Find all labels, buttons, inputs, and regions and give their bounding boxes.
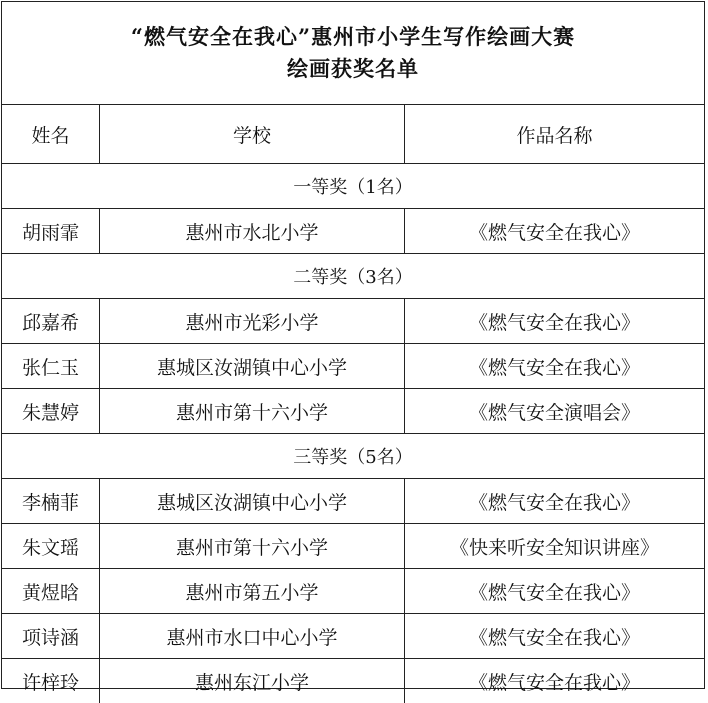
cell-school: 惠州市水北小学	[100, 209, 405, 254]
cell-work: 《燃气安全在我心》	[405, 659, 705, 703]
award-table	[2, 105, 704, 703]
table-header-row	[2, 105, 704, 164]
cell-work: 《燃气安全在我心》	[405, 569, 705, 614]
cell-name: 项诗涵	[2, 614, 100, 659]
table-row	[2, 344, 704, 389]
cell-school: 惠城区汝湖镇中心小学	[100, 344, 405, 389]
table-row	[2, 614, 704, 659]
header-school: 学校	[100, 105, 405, 164]
cell-name: 李楠菲	[2, 479, 100, 524]
table-row	[2, 299, 704, 344]
cell-school: 惠州市第十六小学	[100, 524, 405, 569]
cell-name: 胡雨霏	[2, 209, 100, 254]
section-label: 二等奖（3名）	[2, 254, 704, 299]
table-row	[2, 569, 704, 614]
cell-school: 惠州市第十六小学	[100, 389, 405, 434]
cell-work: 《燃气安全在我心》	[405, 209, 705, 254]
cell-work: 《燃气安全在我心》	[405, 479, 705, 524]
document-title	[2, 2, 704, 105]
table-row	[2, 524, 704, 569]
cell-school: 惠州东江小学	[100, 659, 405, 703]
cell-work: 《燃气安全在我心》	[405, 344, 705, 389]
section-row-third-prize	[2, 434, 704, 479]
table-row	[2, 389, 704, 434]
cell-school: 惠州市水口中心小学	[100, 614, 405, 659]
award-list-document	[1, 1, 705, 689]
cell-name: 张仁玉	[2, 344, 100, 389]
table-row	[2, 659, 704, 703]
section-row-first-prize	[2, 164, 704, 209]
section-label: 三等奖（5名）	[2, 434, 704, 479]
cell-name: 朱文瑶	[2, 524, 100, 569]
table-row	[2, 209, 704, 254]
cell-name: 许梓玲	[2, 659, 100, 703]
cell-name: 邱嘉希	[2, 299, 100, 344]
cell-name: 朱慧婷	[2, 389, 100, 434]
header-work: 作品名称	[405, 105, 705, 164]
cell-work: 《燃气安全演唱会》	[405, 389, 705, 434]
cell-school: 惠城区汝湖镇中心小学	[100, 479, 405, 524]
cell-work: 《快来听安全知识讲座》	[405, 524, 705, 569]
section-row-second-prize	[2, 254, 704, 299]
title-line-2: 绘画获奖名单	[287, 53, 419, 85]
cell-work: 《燃气安全在我心》	[405, 299, 705, 344]
cell-school: 惠州市光彩小学	[100, 299, 405, 344]
cell-name: 黄煜晗	[2, 569, 100, 614]
cell-work: 《燃气安全在我心》	[405, 614, 705, 659]
cell-school: 惠州市第五小学	[100, 569, 405, 614]
title-line-1: “燃气安全在我心”惠州市小学生写作绘画大赛	[131, 21, 575, 53]
header-name: 姓名	[2, 105, 100, 164]
section-label: 一等奖（1名）	[2, 164, 704, 209]
table-row	[2, 479, 704, 524]
